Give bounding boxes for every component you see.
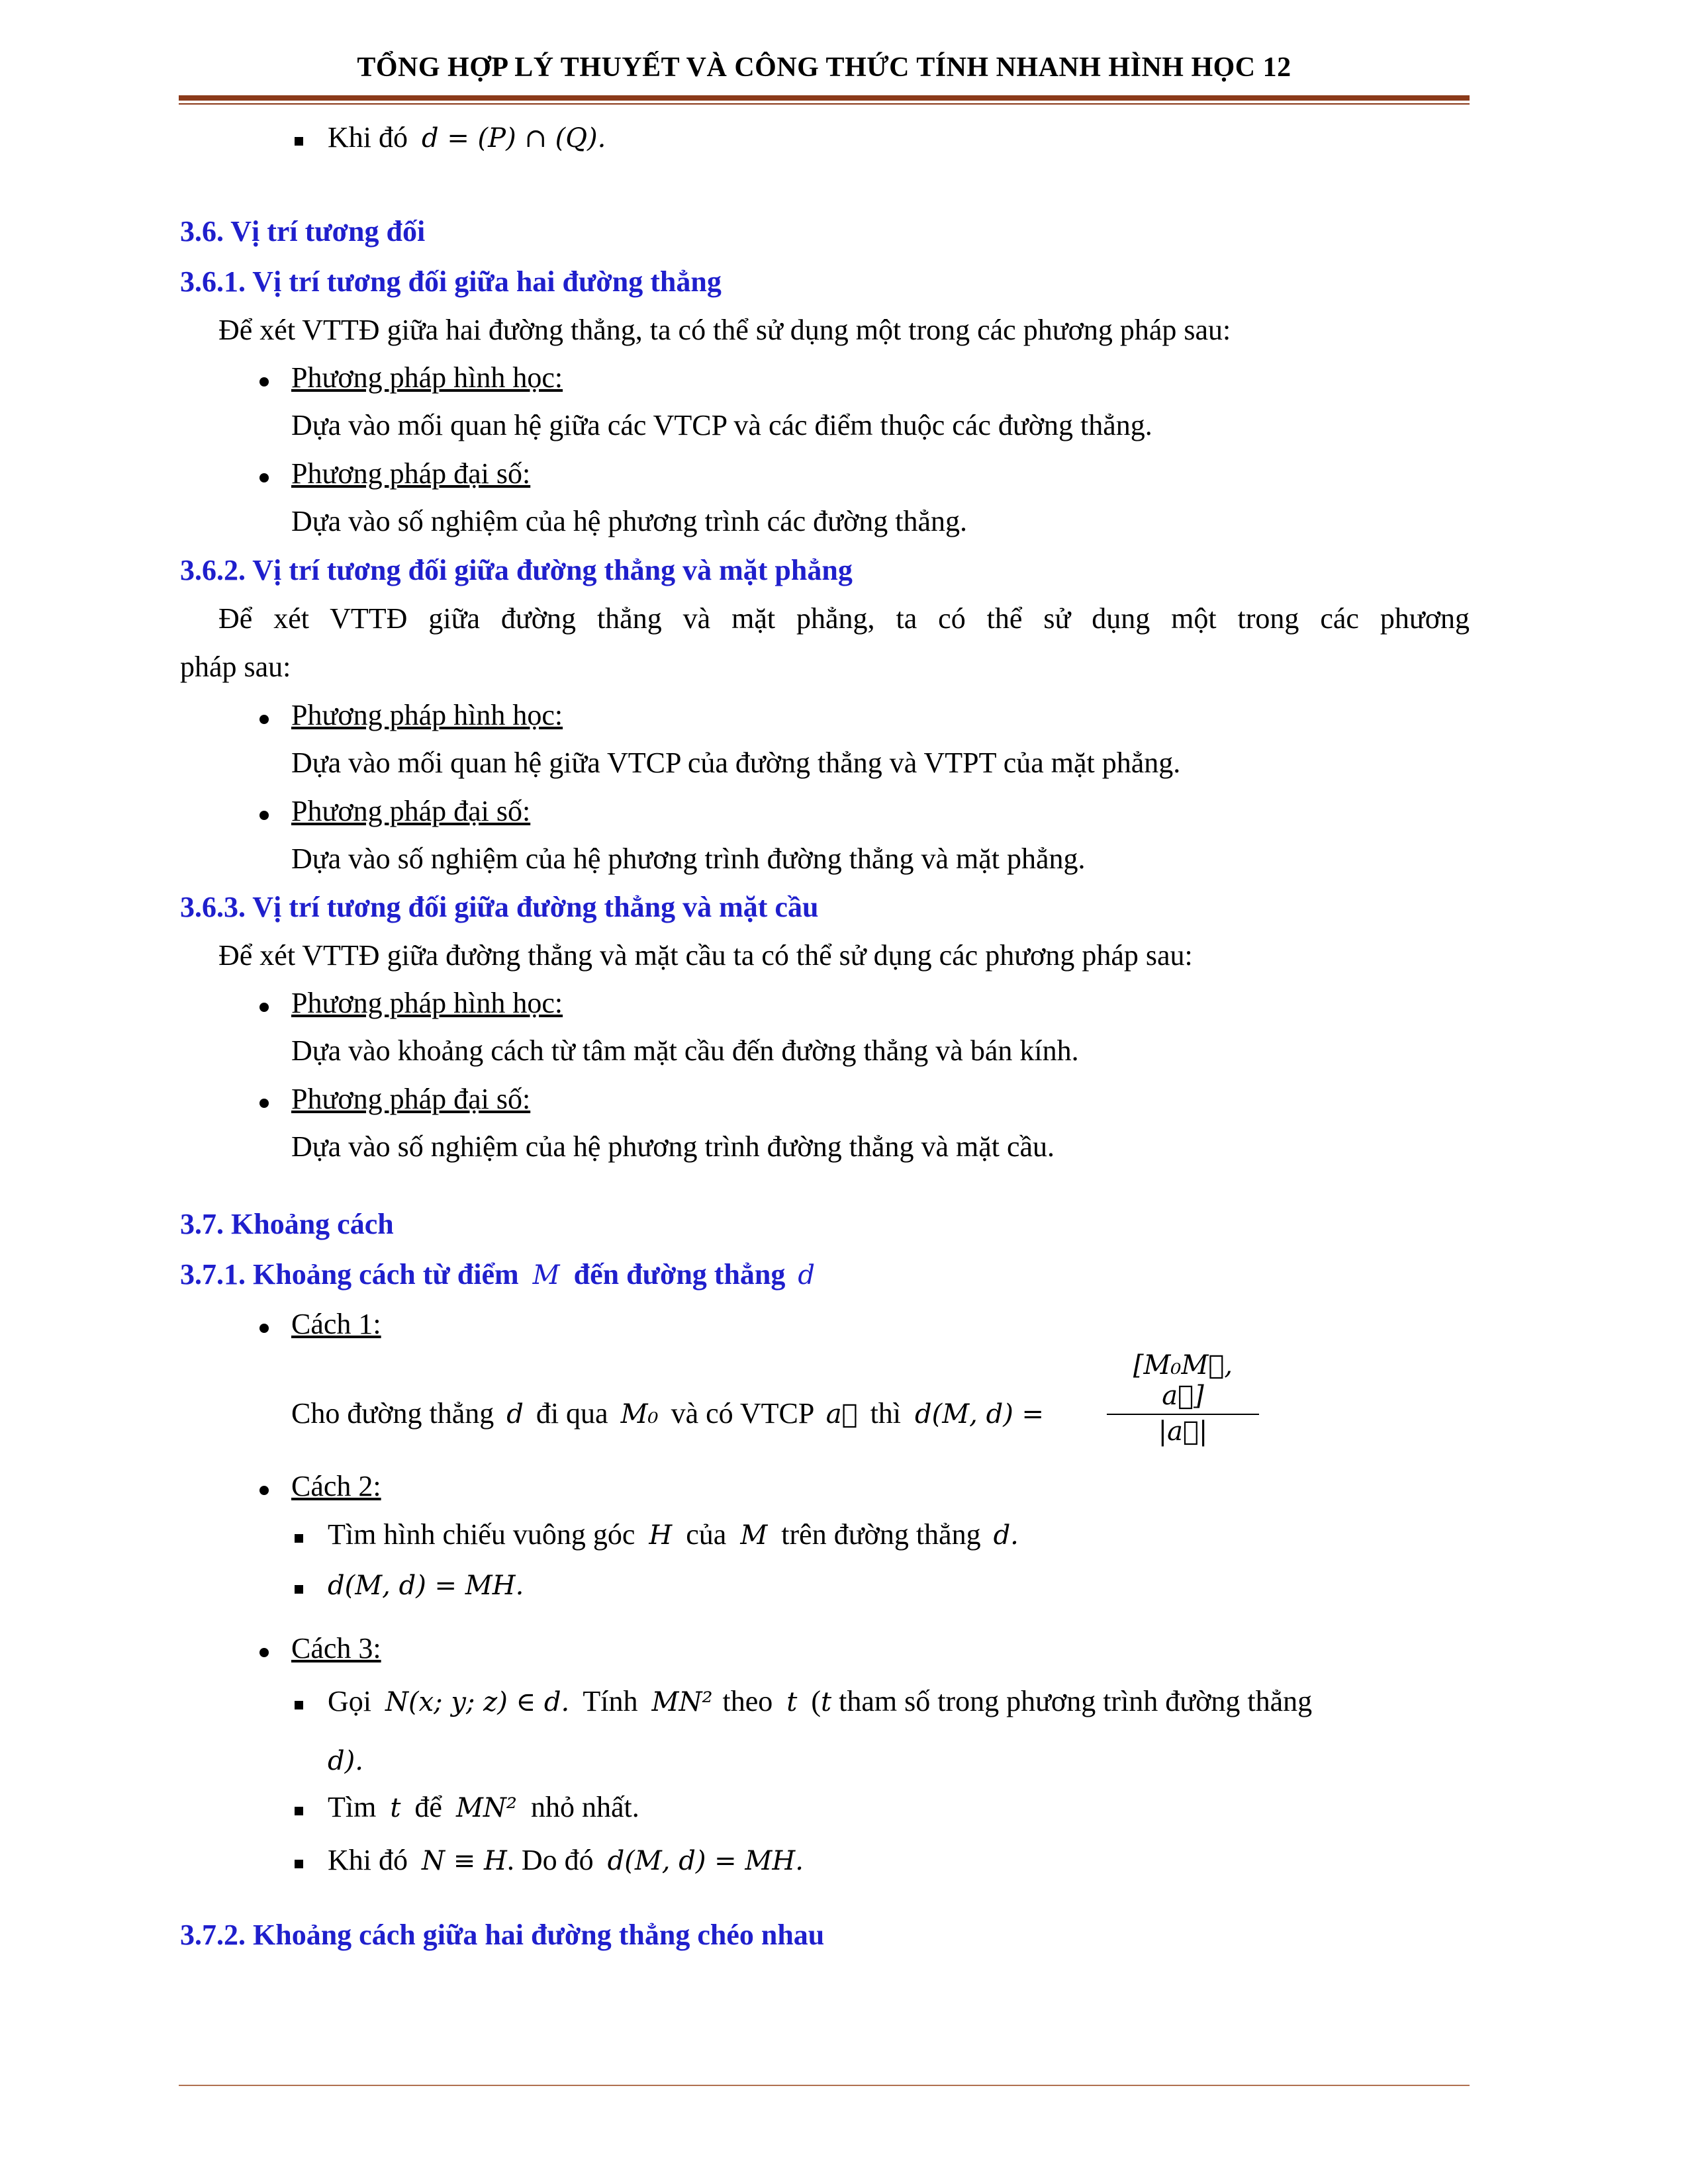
- s361-method2-desc: Dựa vào số nghiệm của hệ phương trình các đường thẳng.: [291, 505, 968, 537]
- c1-d: d: [506, 1399, 524, 1430]
- s371-title-text2: đến đường thẳng: [573, 1258, 786, 1291]
- square-bullet-icon: [295, 1701, 303, 1709]
- s371-title-M: M: [532, 1260, 560, 1291]
- c2-b1-M: M: [740, 1520, 768, 1551]
- c2-bullet2: d(M, d) = MH.: [328, 1570, 524, 1601]
- khi-do-line: [328, 119, 606, 157]
- c3-bullet2: [328, 1789, 639, 1827]
- s361-method1-label: Phương pháp hình học:: [291, 361, 563, 394]
- round-bullet-icon: [259, 1648, 269, 1657]
- c3-label: Cách 3:: [291, 1632, 381, 1664]
- c3-b2-text1: Tìm: [328, 1791, 377, 1823]
- c1-fraction: [1107, 1350, 1259, 1447]
- s363-method1-desc: Dựa vào khoảng cách từ tâm mặt cầu đến đường thẳng và bán kính.: [291, 1034, 1079, 1067]
- square-bullet-icon: [295, 137, 303, 146]
- c3-bullet1: [328, 1683, 1312, 1721]
- c3-b2-MN2: MN²: [455, 1793, 517, 1823]
- c3-b3-math1: N ≡ H: [422, 1846, 507, 1876]
- s362-method1-desc: Dựa vào mối quan hệ giữa VTCP của đường thẳng và VTPT của mặt phẳng.: [291, 747, 1181, 779]
- s362-method1-label: Phương pháp hình học:: [291, 699, 563, 731]
- s363-method1-label: Phương pháp hình học:: [291, 987, 563, 1019]
- round-bullet-icon: [259, 377, 269, 387]
- c3-b1-N: N(x; y; z) ∈ d.: [385, 1687, 570, 1717]
- c2-b1-text1: Tìm hình chiếu vuông góc: [328, 1518, 635, 1551]
- section-3-7-1-title: [180, 1256, 815, 1294]
- round-bullet-icon: [259, 1324, 269, 1333]
- section-3-6-2-title: 3.6.2. Vị trí tương đối giữa đường thẳng và mặt phẳng: [180, 554, 853, 586]
- page-header-title: TỔNG HỢP LÝ THUYẾT VÀ CÔNG THỨC TÍNH NHANH HÌNH HỌC 12: [357, 52, 1291, 83]
- s371-title-text: 3.7.1. Khoảng cách từ điểm: [180, 1258, 519, 1291]
- c1-label: Cách 1:: [291, 1308, 381, 1340]
- s363-intro: Để xét VTTĐ giữa đường thẳng và mặt cầu ta có thể sử dụng các phương pháp sau:: [218, 939, 1193, 972]
- section-3-7-title: 3.7. Khoảng cách: [180, 1208, 394, 1240]
- c1-text4: thì: [870, 1397, 902, 1430]
- round-bullet-icon: [259, 473, 269, 482]
- section-3-6-title: 3.6. Vị trí tương đối: [180, 215, 426, 248]
- c3-b1-text1: Gọi: [328, 1685, 371, 1717]
- c1-lhs: d(M, d) =: [915, 1399, 1045, 1430]
- c3-b2-text2: để: [414, 1791, 442, 1823]
- c2-b1-H: H: [649, 1520, 673, 1551]
- c3-b1-t2: t: [821, 1687, 832, 1717]
- c3-b1-text3: theo: [722, 1685, 773, 1717]
- s362-intro-line1: Để xét VTTĐ giữa đường thẳng và mặt phẳng, ta có thể sử dụng một trong các phương: [218, 602, 1470, 635]
- square-bullet-icon: [295, 1860, 303, 1868]
- c3-b3-math2: d(M, d) = MH.: [607, 1846, 804, 1876]
- c3-b2-text3: nhỏ nhất.: [530, 1791, 639, 1823]
- square-bullet-icon: [295, 1585, 303, 1594]
- c3-b1-t: t: [786, 1687, 798, 1717]
- c2-b1-text2: của: [686, 1518, 727, 1551]
- round-bullet-icon: [259, 1486, 269, 1495]
- c3-b2-t: t: [390, 1793, 401, 1823]
- header-rule-thick: [179, 95, 1470, 101]
- round-bullet-icon: [259, 1003, 269, 1012]
- c2-b1-d: d.: [993, 1520, 1019, 1551]
- s361-method2-label: Phương pháp đại số:: [291, 457, 531, 490]
- c1-M0: M₀: [620, 1399, 659, 1430]
- c3-b1-MN2: MN²: [651, 1687, 713, 1717]
- section-3-6-3-title: 3.6.3. Vị trí tương đối giữa đường thẳng và mặt cầu: [180, 891, 819, 923]
- s363-method2-label: Phương pháp đại số:: [291, 1083, 531, 1115]
- khi-do-math: d = (P) ∩ (Q).: [422, 123, 606, 154]
- square-bullet-icon: [295, 1534, 303, 1543]
- c2-label: Cách 2:: [291, 1470, 381, 1502]
- header-rule-thin: [179, 103, 1470, 105]
- c1-statement: [291, 1395, 1044, 1433]
- c1-a-vector: a⃗: [825, 1399, 858, 1430]
- c1-fraction-numerator: [M₀M⃗, a⃗]: [1107, 1350, 1259, 1415]
- c1-text2: đi qua: [536, 1397, 608, 1430]
- round-bullet-icon: [259, 715, 269, 724]
- c3-b3-text1: Khi đó: [328, 1844, 408, 1876]
- round-bullet-icon: [259, 1099, 269, 1108]
- c2-bullet1: [328, 1516, 1019, 1554]
- c3-bullet1-continuation: d).: [328, 1746, 363, 1776]
- s362-method2-label: Phương pháp đại số:: [291, 795, 531, 827]
- c3-b3-text2: . Do đó: [506, 1844, 594, 1876]
- s361-method1-desc: Dựa vào mối quan hệ giữa các VTCP và các điểm thuộc các đường thẳng.: [291, 409, 1152, 441]
- s362-intro-line2: pháp sau:: [180, 651, 291, 683]
- c1-text3: và có VTCP: [671, 1397, 814, 1430]
- c1-text1: Cho đường thẳng: [291, 1397, 494, 1430]
- square-bullet-icon: [295, 1807, 303, 1815]
- c3-bullet3: [328, 1842, 804, 1880]
- section-3-6-1-title: 3.6.1. Vị trí tương đối giữa hai đường thẳng: [180, 265, 722, 298]
- s362-method2-desc: Dựa vào số nghiệm của hệ phương trình đường thẳng và mặt phẳng.: [291, 842, 1086, 875]
- footer-rule: [179, 2085, 1470, 2086]
- s363-method2-desc: Dựa vào số nghiệm của hệ phương trình đường thẳng và mặt cầu.: [291, 1130, 1055, 1163]
- s371-title-d: d: [798, 1260, 815, 1291]
- c3-b1-text4: tham số trong phương trình đường thẳng: [839, 1685, 1313, 1717]
- c2-b1-text3: trên đường thẳng: [781, 1518, 981, 1551]
- khi-do-text: Khi đó: [328, 121, 408, 154]
- c1-fraction-denominator: |a⃗|: [1158, 1416, 1208, 1447]
- c3-b1-paren: (: [811, 1685, 821, 1717]
- s361-intro: Để xét VTTĐ giữa hai đường thẳng, ta có thể sử dụng một trong các phương pháp sau:: [218, 314, 1231, 346]
- round-bullet-icon: [259, 811, 269, 820]
- section-3-7-2-title: 3.7.2. Khoảng cách giữa hai đường thẳng chéo nhau: [180, 1919, 825, 1951]
- c3-b1-text2: Tính: [583, 1685, 638, 1717]
